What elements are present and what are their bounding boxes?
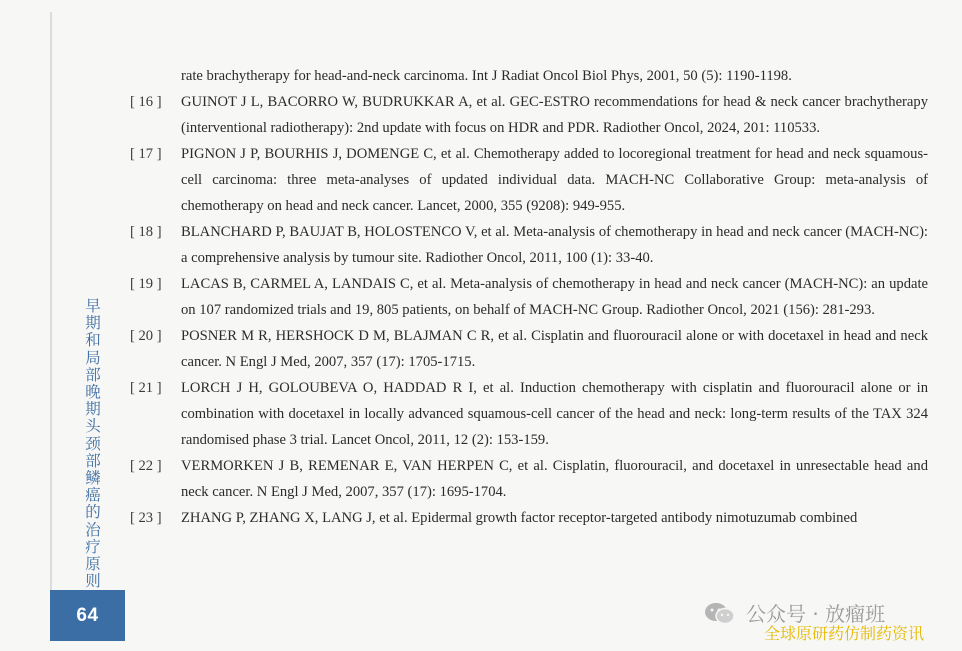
watermark-account-name: 公众号 · 放瘤班 [746, 602, 886, 626]
chapter-title-vertical: 早期和局部晚期头颈部鳞癌的治疗原则 [85, 297, 101, 591]
reference-item [130, 89, 928, 141]
reference-item [130, 505, 928, 531]
reference-text: PIGNON J P, BOURHIS J, DOMENGE C, et al. Chemotherapy added to locoregional treatment for head and neck squamous-cell carcinoma: three meta-analyses of updated individual data. MACH-NC Collaborative Group: meta-analysis of chemotherapy on head and neck cancer. Lancet, 2000, 355 (9208): 949-955. [181, 146, 928, 214]
reference-number: [ 23 ] [130, 510, 162, 526]
reference-item [130, 63, 928, 89]
reference-item [130, 141, 928, 219]
reference-item [130, 453, 928, 505]
watermark [702, 598, 952, 646]
reference-text: LACAS B, CARMEL A, LANDAIS C, et al. Meta-analysis of chemotherapy in head and neck cancer (MACH-NC): an update on 107 randomized trials and 19, 805 patients, on behalf of MACH-NC Group. Radiother Oncol, 2021 (156): 281-293. [181, 276, 928, 318]
reference-number: [ 20 ] [130, 328, 162, 344]
reference-text: LORCH J H, GOLOUBEVA O, HADDAD R I, et al. Induction chemotherapy with cisplatin and fluorouracil alone or in combination with docetaxel in locally advanced squamous-cell cancer of the head and neck: long-term results of the TAX 324 randomised phase 3 trial. Lancet Oncol, 2011, 12 (2): 153-159. [181, 380, 928, 448]
page-number: 64 [76, 604, 99, 626]
reference-number: [ 17 ] [130, 146, 162, 162]
reference-number: [ 18 ] [130, 224, 162, 240]
reference-text: POSNER M R, HERSHOCK D M, BLAJMAN C R, et al. Cisplatin and fluorouracil alone or with docetaxel in head and neck cancer. N Engl J Med, 2007, 357 (17): 1705-1715. [181, 328, 928, 370]
reference-number: [ 21 ] [130, 380, 162, 396]
reference-text: VERMORKEN J B, REMENAR E, VAN HERPEN C, et al. Cisplatin, fluorouracil, and docetaxel in unresectable head and neck cancer. N Engl J Med, 2007, 357 (17): 1695-1704. [181, 458, 928, 500]
reference-list [130, 63, 928, 531]
reference-number: [ 19 ] [130, 276, 162, 292]
reference-item [130, 219, 928, 271]
page-number-box [50, 590, 125, 641]
reference-number: [ 22 ] [130, 458, 162, 474]
reference-item [130, 375, 928, 453]
wechat-icon [702, 601, 738, 625]
reference-item [130, 323, 928, 375]
reference-text: GUINOT J L, BACORRO W, BUDRUKKAR A, et al. GEC-ESTRO recommendations for head & neck cancer brachytherapy (interventional radiotherapy): 2nd update with focus on HDR and PDR. Radiother Oncol, 2024, 201: 110533. [181, 94, 928, 136]
reference-text: BLANCHARD P, BAUJAT B, HOLOSTENCO V, et al. Meta-analysis of chemotherapy in head and neck cancer (MACH-NC): a comprehensive analysis by tumour site. Radiother Oncol, 2011, 100 (1): 33-40. [181, 224, 928, 266]
reference-text: rate brachytherapy for head-and-neck carcinoma. Int J Radiat Oncol Biol Phys, 2001, 50 (5): 1190-1198. [181, 68, 792, 84]
reference-text: ZHANG P, ZHANG X, LANG J, et al. Epidermal growth factor receptor-targeted antibody nimotuzumab combined [181, 510, 858, 526]
reference-item [130, 271, 928, 323]
reference-number: [ 16 ] [130, 94, 162, 110]
watermark-tagline: 全球原研药仿制药资讯 [764, 624, 925, 643]
page-spine-line [50, 12, 52, 592]
